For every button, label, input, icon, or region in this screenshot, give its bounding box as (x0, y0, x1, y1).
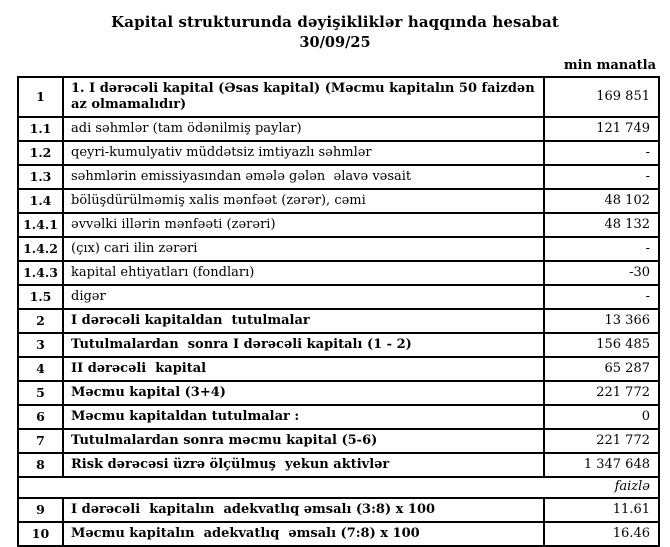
row-number-cell: 1.3 (18, 165, 63, 189)
row-description-cell: Məcmu kapitalın adekvatlıq əmsalı (7:8) x 100 (63, 522, 544, 546)
capital-structure-table (17, 76, 660, 547)
row-value-cell: 221 772 (544, 381, 659, 405)
row-number-cell: 5 (18, 381, 63, 405)
row-value-cell: 11.61 (544, 498, 659, 522)
row-number-cell: 3 (18, 333, 63, 357)
row-value-cell: 48 102 (544, 189, 659, 213)
table-row (18, 141, 659, 165)
row-number-cell: 1.4.1 (18, 213, 63, 237)
row-value-cell: 65 287 (544, 357, 659, 381)
row-value-cell: 221 772 (544, 429, 659, 453)
row-number-cell: 10 (18, 522, 63, 546)
row-value-cell: 169 851 (544, 77, 659, 117)
row-number-cell: 9 (18, 498, 63, 522)
table-row (18, 405, 659, 429)
row-value-cell: 1 347 648 (544, 453, 659, 477)
table-row (18, 213, 659, 237)
row-description-cell: I dərəcəli kapitaldan tutulmalar (63, 309, 544, 333)
row-description-cell: əvvəlki illərin mənfəəti (zərəri) (63, 213, 544, 237)
row-description-cell: digər (63, 285, 544, 309)
report-date: 30/09/25 (299, 34, 371, 51)
row-number-cell: 6 (18, 405, 63, 429)
row-number-cell: 1.4 (18, 189, 63, 213)
row-description-cell: Məcmu kapital (3+4) (63, 381, 544, 405)
row-number-cell: 1.4.3 (18, 261, 63, 285)
table-row (18, 357, 659, 381)
row-number-cell: 1.4.2 (18, 237, 63, 261)
row-number-cell: 1.2 (18, 141, 63, 165)
row-description-cell: (çıx) cari ilin zərəri (63, 237, 544, 261)
row-description-cell: 1. I dərəcəli kapital (Əsas kapital) (Məcmu kapitalın 50 faizdən az olmamalıdır) (63, 77, 544, 117)
row-number-cell: 1.5 (18, 285, 63, 309)
row-value-cell: - (544, 285, 659, 309)
row-value-cell: 121 749 (544, 117, 659, 141)
row-value-cell: -30 (544, 261, 659, 285)
row-value-cell: 156 485 (544, 333, 659, 357)
table-row (18, 285, 659, 309)
row-description-cell: bölüşdürülməmiş xalis mənfəət (zərər), cəmi (63, 189, 544, 213)
row-number-cell: 1.1 (18, 117, 63, 141)
row-description-cell: II dərəcəli kapital (63, 357, 544, 381)
row-number-cell: 8 (18, 453, 63, 477)
row-value-cell: 0 (544, 405, 659, 429)
table-row (18, 237, 659, 261)
row-value-cell: 48 132 (544, 213, 659, 237)
table-row (18, 522, 659, 546)
table-row (18, 309, 659, 333)
row-number-cell: 7 (18, 429, 63, 453)
table-row (18, 261, 659, 285)
row-value-cell: - (544, 141, 659, 165)
report-title: Kapital strukturunda dəyişikliklər haqqında hesabat (111, 13, 559, 31)
row-value-cell: 16.46 (544, 522, 659, 546)
row-number-cell: 1 (18, 77, 63, 117)
row-value-cell: - (544, 237, 659, 261)
row-number-cell: 2 (18, 309, 63, 333)
row-description-cell: adi səhmlər (tam ödənilmiş paylar) (63, 117, 544, 141)
row-description-cell: səhmlərin emissiyasından əmələ gələn əlavə vəsait (63, 165, 544, 189)
row-description-cell: Məcmu kapitaldan tutulmalar : (63, 405, 544, 429)
row-description-cell: Tutulmalardan sonra I dərəcəli kapitalı (1 - 2) (63, 333, 544, 357)
table-row (18, 189, 659, 213)
table-row (18, 333, 659, 357)
row-value-cell: 13 366 (544, 309, 659, 333)
row-description-cell: I dərəcəli kapitalın adekvatlıq əmsalı (3:8) x 100 (63, 498, 544, 522)
row-description-cell: Tutulmalardan sonra məcmu kapital (5-6) (63, 429, 544, 453)
table-row (18, 429, 659, 453)
row-value-cell: - (544, 165, 659, 189)
table-row (18, 117, 659, 141)
percent-unit-row (18, 477, 659, 498)
row-description-cell: qeyri-kumulyativ müddətsiz imtiyazlı səhmlər (63, 141, 544, 165)
unit-label: min manatla (563, 58, 656, 73)
row-description-cell: Risk dərəcəsi üzrə ölçülmuş yekun aktivlər (63, 453, 544, 477)
table-row (18, 77, 659, 117)
row-number-cell: 4 (18, 357, 63, 381)
percent-unit-label: faizlə (18, 477, 659, 498)
row-description-cell: kapital ehtiyatları (fondları) (63, 261, 544, 285)
table-row (18, 453, 659, 477)
table-row (18, 381, 659, 405)
table-row (18, 498, 659, 522)
table-row (18, 165, 659, 189)
